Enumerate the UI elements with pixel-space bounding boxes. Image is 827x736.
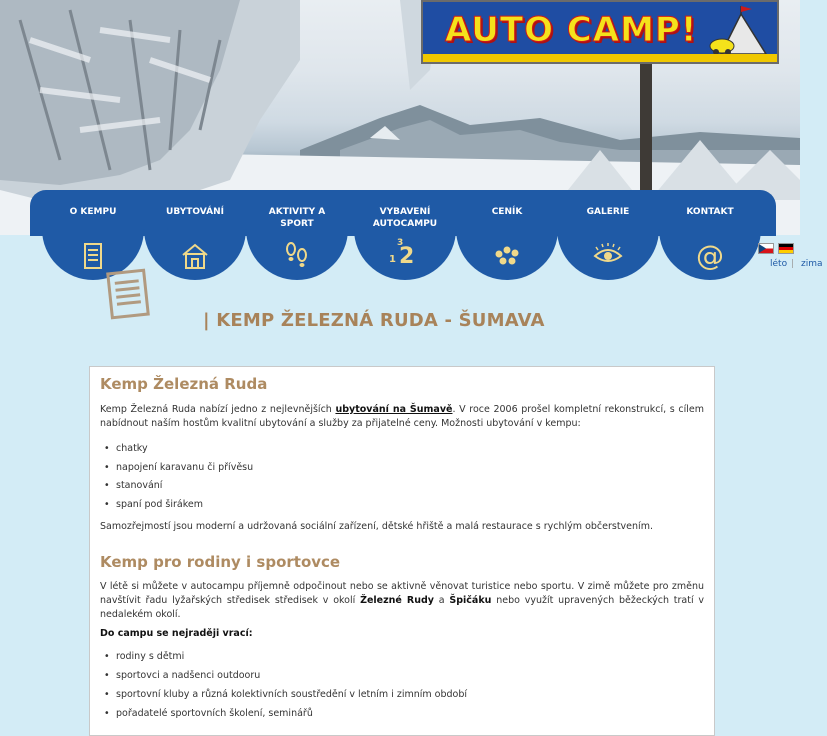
season-link-leto[interactable]: léto [770,259,788,269]
numbers-icon-1: 1 [389,254,396,265]
nav-item-cenik[interactable] [456,190,558,280]
intro-paragraph [100,403,704,431]
season-links: léto | zima [770,259,823,269]
family-text-before: V létě si můžete v autocampu příjemně odpočinout nebo se aktivně věnovat turistice nebo sportu. V zimě můžete pro změnu navštívit řadu lyžařských středisek středisek v okolí [100,581,704,606]
page-title: | KEMP ŽELEZNÁ RUDA - ŠUMAVA [203,310,545,331]
section-heading: Kemp pro rodiny i sportovce [100,553,341,571]
document-icon [77,240,109,272]
family-text-after: nebo využít upravených běžeckých tratí v nedalekém okolí. [100,595,704,620]
nav-label: KONTAKT [686,207,734,217]
page-document-icon [106,268,152,320]
list-item: • sportovní kluby a různá kolektivních soustředění v letním i zimním období [116,689,467,701]
numbers-icon [389,240,421,272]
eye-icon [592,240,624,272]
list-item: • pořadatelé sportovních školení, seminářů [116,708,313,720]
list-item: • napojení karavanu či přívěsu [116,462,253,474]
czech-flag-triangle [759,244,767,253]
coins-icon [491,240,523,272]
ubytovani-link[interactable]: ubytování na Šumavě [335,404,453,415]
german-flag-icon[interactable] [778,243,794,254]
nav-item-galerie[interactable] [557,190,659,280]
bold-zelezne-rudy: Železné Rudy [360,595,434,606]
nav-item-vybaveni-autocampu[interactable] [354,190,456,280]
czech-flag-icon[interactable] [758,243,774,254]
nav-label: CENÍK [491,207,523,217]
nav-label: GALERIE [586,207,630,217]
nav-label: UBYTOVÁNÍ [166,207,224,217]
footprints-icon [281,240,313,272]
logo-text: AUTO CAMP! [445,10,698,50]
list-item: • chatky [116,443,148,455]
returning-guests-heading: Do campu se nejraději vrací: [100,628,253,639]
outro-paragraph: Samozřejmostí jsou moderní a udržovaná sociální zařízení, dětské hřiště a malá restaurace s rychlým občerstvením. [100,521,653,532]
list-item: • stanování [116,480,162,492]
numbers-icon-3: 3 [397,238,404,248]
list-item: • spaní pod širákem [116,499,203,511]
logo-stripe [423,54,777,62]
nav-label: VYBAVENÍ AUTOCAMPU [372,207,438,229]
house-icon [179,240,211,272]
nav-item-kontakt[interactable] [659,190,761,280]
season-link-zima[interactable]: zima [801,259,823,269]
nav-item-ubytovani[interactable] [144,190,246,280]
intro-text-before: Kemp Železná Ruda nabízí jedno z nejlevnějších [100,404,336,415]
section-heading: Kemp Železná Ruda [100,375,268,393]
nav-item-aktivity-a-sport[interactable] [246,190,348,280]
intro-text-after: . V roce 2006 prošel kompletní rekonstrukcí, s cílem nabídnout naším hostům kvalitní ubytování a služby za přijatelné ceny. Možnosti ubytování v kempu: [100,404,704,429]
bold-spicaku: Špičáku [449,595,492,606]
family-paragraph [100,580,704,622]
list-item: • sportovci a nadšenci outdooru [116,670,260,682]
numbers-icon-2: 2 [399,244,415,269]
list-item: • rodiny s dětmi [116,651,184,663]
content-box [89,366,715,736]
at-icon: @ [696,239,724,272]
tent-car-icon [706,6,776,58]
family-text-mid: a [433,595,450,606]
nav-label: O KEMPU [69,207,117,217]
nav-label: AKTIVITY A SPORT [268,207,326,229]
nav-item-o-kempu[interactable] [42,190,144,280]
autocamp-logo[interactable] [421,0,779,64]
